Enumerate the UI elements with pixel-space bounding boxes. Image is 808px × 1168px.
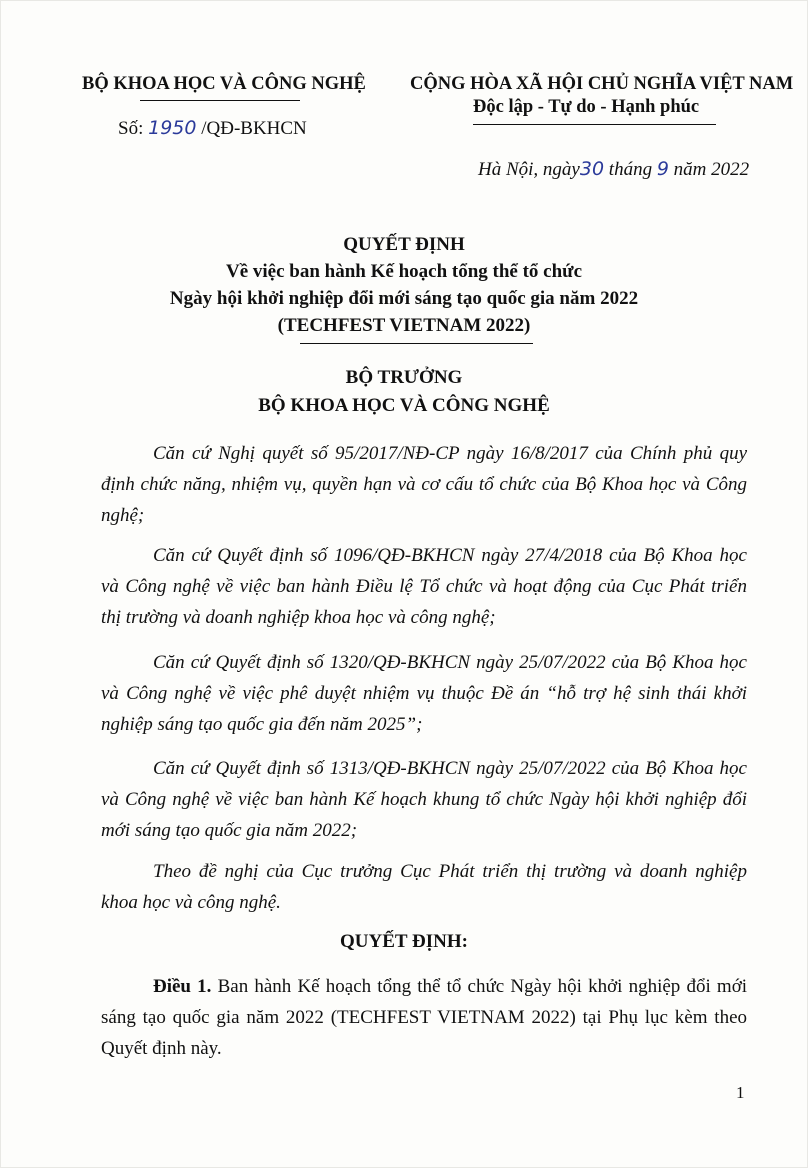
preamble-paragraph: Căn cứ Nghị quyết số 95/2017/NĐ-CP ngày 16/8/2017 của Chính phủ quy định chức năng, nhiệm vụ, quyền hạn và cơ cấu tổ chức của Bộ Khoa học và Công nghệ; (101, 443, 747, 526)
preamble-paragraph: Theo đề nghị của Cục trưởng Cục Phát triển thị trường và doanh nghiệp khoa học và công nghệ. (101, 861, 747, 913)
document-date (478, 158, 749, 181)
motto: Độc lập - Tự do - Hạnh phúc (473, 97, 700, 117)
title-line-1: Về việc ban hành Kế hoạch tổng thể tổ chức (225, 261, 583, 282)
motto-underline (473, 124, 716, 125)
article-1-line-2: sáng tạo quốc gia năm 2022 (TECHFEST VIETNAM 2022) tại Phụ lục kèm theo (101, 1007, 747, 1028)
article-1-line-1: Ban hành Kế hoạch tổng thể tổ chức Ngày hội khởi nghiệp đổi mới (217, 976, 748, 997)
article-1-line-3: Quyết định này. (101, 1038, 222, 1059)
page-number: 1 (736, 1083, 745, 1102)
number-handwritten: 1950 (148, 117, 197, 139)
preamble-paragraph: Căn cứ Quyết định số 1313/QĐ-BKHCN ngày 25/07/2022 của Bộ Khoa học và Công nghệ về việc ban hành Kế hoạch khung tổ chức Ngày hội khởi nghiệp đổi mới sáng tạo quốc gia năm 2022; (101, 758, 747, 841)
decision-title: QUYẾT ĐỊNH (343, 234, 465, 255)
preamble-paragraph: Căn cứ Quyết định số 1320/QĐ-BKHCN ngày 25/07/2022 của Bộ Khoa học và Công nghệ về việc phê duyệt nhiệm vụ thuộc Đề án “hỗ trợ hệ sinh thái khởi nghiệp sáng tạo quốc gia đến năm 2025”; (101, 652, 747, 735)
article-1-label: Điều 1. (153, 976, 212, 997)
republic-name: CỘNG HÒA XÃ HỘI CHỦ NGHĨA VIỆT NAM (410, 74, 794, 94)
number-prefix: Số: (118, 118, 144, 139)
authority-line-1: BỘ TRƯỞNG (345, 367, 463, 388)
title-line-3: (TECHFEST VIETNAM 2022) (277, 315, 531, 336)
date-month-label: tháng (608, 159, 653, 180)
document-number (118, 117, 307, 140)
title-line-2: Ngày hội khởi nghiệp đổi mới sáng tạo quốc gia năm 2022 (169, 288, 639, 309)
date-place: Hà Nội, ngày (478, 159, 580, 180)
article-1 (101, 971, 747, 1064)
date-month-handwritten: 9 (656, 158, 669, 180)
ministry-underline (140, 100, 300, 101)
date-year: năm 2022 (673, 159, 750, 180)
authority-line-2: BỘ KHOA HỌC VÀ CÔNG NGHỆ (258, 395, 550, 416)
number-suffix: /QĐ-BKHCN (201, 118, 307, 139)
date-day-handwritten: 30 (579, 158, 605, 180)
decision-heading: QUYẾT ĐỊNH: (340, 931, 468, 952)
title-underline (300, 343, 533, 344)
preamble-paragraph: Căn cứ Quyết định số 1096/QĐ-BKHCN ngày 27/4/2018 của Bộ Khoa học và Công nghệ về việc ban hành Điều lệ Tổ chức và hoạt động của Cục Phát triển thị trường và doanh nghiệp khoa học và công nghệ; (101, 545, 747, 628)
ministry-name: BỘ KHOA HỌC VÀ CÔNG NGHỆ (82, 74, 366, 94)
